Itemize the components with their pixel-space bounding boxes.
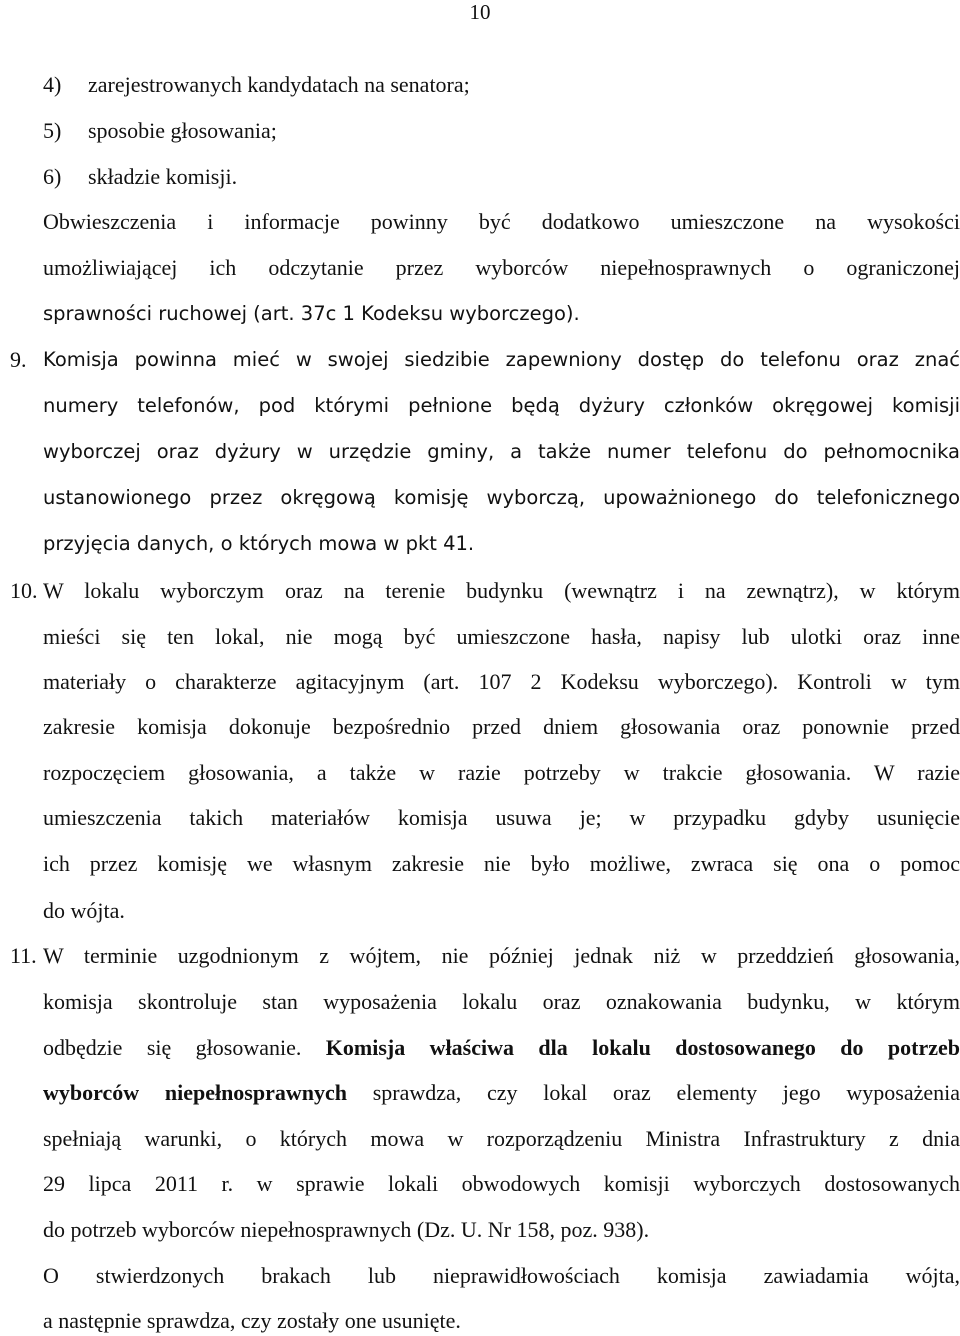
section-11-text: odbędzie się głosowanie. — [43, 1035, 326, 1060]
section-11-line: 29 lipca 2011 r. w sprawie lokali obwodowych komisji wyborczych dostosowanych — [43, 1171, 960, 1196]
section-9-line: ustanowionego przez okręgową komisję wyborczą, upoważnionego do telefonicznego — [43, 486, 960, 509]
section-11-line: W terminie uzgodnionym z wójtem, nie później jednak niż w przeddzień głosowania, — [43, 943, 960, 968]
section-10-line: zakresie komisja dokonuje bezpośrednio przed dniem głosowania oraz ponownie przed — [43, 714, 960, 739]
notice-line: umożliwiającej ich odczytanie przez wyborców niepełnosprawnych o ograniczonej — [43, 255, 960, 280]
list-item-text: sposobie głosowania; — [88, 118, 277, 143]
section-11-line: O stwierdzonych brakach lub nieprawidłowościach komisja zawiadamia wójta, — [43, 1263, 960, 1288]
section-9-line: Komisja powinna mieć w swojej siedzibie zapewniony dostęp do telefonu oraz znać — [43, 348, 960, 371]
notice-line: sprawności ruchowej (art. 37c 1 Kodeksu wyborczego). — [43, 302, 580, 325]
notice-line: Obwieszczenia i informacje powinny być dodatkowo umieszczone na wysokości — [43, 209, 960, 234]
section-11-bold-text: wyborców niepełnosprawnych — [43, 1080, 347, 1105]
section-11-number: 11. — [10, 943, 37, 968]
list-item-number: 5) — [43, 118, 62, 143]
section-11-line — [43, 1078, 960, 1108]
section-10-line: umieszczenia takich materiałów komisja usuwa je; w przypadku gdyby usunięcie — [43, 805, 960, 830]
section-11-line: do potrzeb wyborców niepełnosprawnych (Dz. U. Nr 158, poz. 938). — [43, 1217, 650, 1242]
section-10-line: mieści się ten lokal, nie mogą być umieszczone hasła, napisy lub ulotki oraz inne — [43, 624, 960, 649]
section-11-line — [43, 1033, 960, 1063]
section-9-number: 9. — [10, 347, 27, 372]
list-item-number: 4) — [43, 72, 62, 97]
section-11-line: komisja skontroluje stan wyposażenia lokalu oraz oznakowania budynku, w którym — [43, 989, 960, 1014]
list-item-text: zarejestrowanych kandydatach na senatora; — [88, 72, 470, 97]
section-11-bold-text: Komisja właściwa dla lokalu dostosowanego do potrzeb — [325, 1035, 960, 1060]
section-9-line: przyjęcia danych, o których mowa w pkt 41. — [43, 532, 475, 555]
section-10-line: ich przez komisję we własnym zakresie nie było możliwe, zwraca się ona o pomoc — [43, 851, 960, 876]
page-number: 10 — [469, 0, 491, 24]
section-9-line: numery telefonów, pod którymi pełnione będą dyżury członków okręgowej komisji — [43, 394, 960, 417]
list-item-text: składzie komisji. — [88, 164, 238, 189]
section-10-line: do wójta. — [43, 898, 125, 923]
section-11-text: sprawdza, czy lokal oraz elementy jego wyposażenia — [347, 1080, 960, 1105]
section-10-line: rozpoczęciem głosowania, a także w razie potrzeby w trakcie głosowania. W razie — [43, 760, 960, 785]
section-10-number: 10. — [10, 578, 38, 603]
section-10-line: materiały o charakterze agitacyjnym (art. 107 2 Kodeksu wyborczego). Kontroli w tym — [43, 669, 960, 694]
list-item-number: 6) — [43, 164, 62, 189]
section-9-line: wyborczej oraz dyżury w urzędzie gminy, a także numer telefonu do pełnomocnika — [43, 440, 960, 463]
section-10-line: W lokalu wyborczym oraz na terenie budynku (wewnątrz i na zewnątrz), w którym — [43, 578, 960, 603]
section-11-line: spełniają warunki, o których mowa w rozporządzeniu Ministra Infrastruktury z dnia — [43, 1126, 960, 1151]
section-11-line: a następnie sprawdza, czy zostały one usunięte. — [43, 1308, 461, 1333]
